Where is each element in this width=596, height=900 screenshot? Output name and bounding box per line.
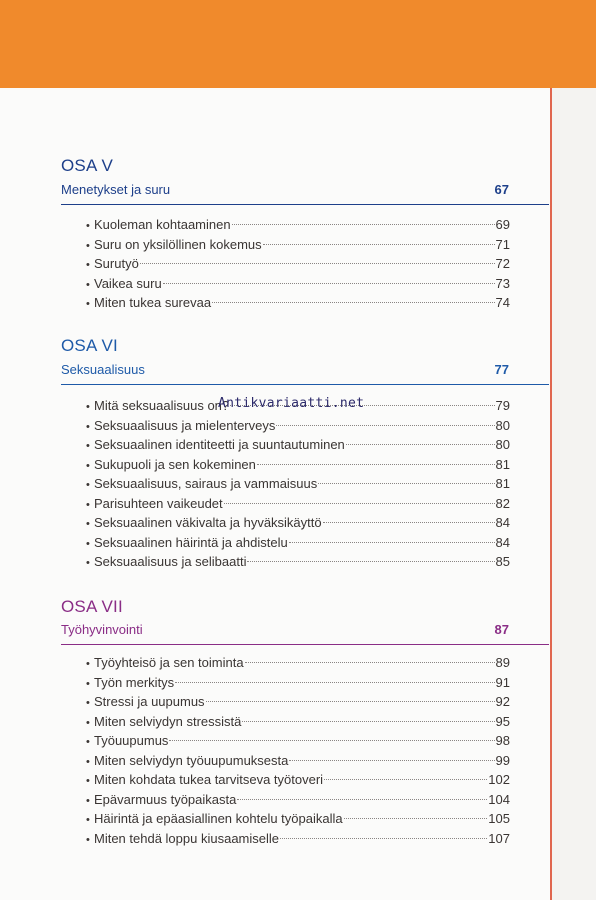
entry-page-number: 98 [495,733,510,748]
entry-title: Seksuaalisuus ja mielenterveys [94,417,276,433]
entry-title: Epävarmuus työpaikasta [94,791,237,807]
part-heading: OSA VII [61,597,123,616]
bullet-icon: • [86,401,90,413]
part-heading: OSA VI [61,336,118,355]
bullet-icon: • [86,220,90,232]
entry-title: Kuoleman kohtaaminen [94,217,231,232]
entry-page-number: 105 [488,811,510,826]
entry-page-number: 69 [495,217,510,232]
bullet-icon: • [86,557,90,569]
entry-title: Seksuaalinen väkivalta ja hyväksikäyttö [94,515,322,530]
dot-leader [169,740,494,741]
bullet-icon: • [86,440,90,452]
bullet-icon: • [86,518,90,530]
bullet-icon: • [86,537,90,550]
toc-entry[interactable] [86,790,510,810]
entry-page-number: 73 [495,275,510,291]
toc-entry[interactable] [86,416,510,436]
entry-title: Seksuaalisuus, sairaus ja vammaisuus [94,476,318,491]
entry-title: Työn merkitys [94,674,175,690]
dot-leader [140,263,495,264]
bullet-icon: • [86,775,90,787]
toc-entry[interactable] [86,673,510,693]
bullet-icon: • [86,794,90,807]
chapter-title: Seksuaalisuus [61,362,145,377]
entry-title: Miten kohdata tukea tarvitseva työtoveri [94,772,324,787]
entry-title: Surutyö [94,256,139,271]
dot-leader [263,244,495,245]
bullet-icon: • [86,298,90,310]
chapter-row [61,620,549,645]
dot-leader [175,682,494,683]
toc-entry[interactable] [86,293,510,313]
entry-title: Miten selviydyn stressistä [94,713,242,729]
chapter-page-number: 87 [494,622,509,637]
bullet-icon: • [86,239,90,252]
entry-page-number: 84 [495,534,510,550]
entry-title: Sukupuoli ja sen kokeminen [94,456,256,472]
entry-title: Työyhteisö ja sen toiminta [94,655,244,670]
entry-page-number: 89 [495,655,510,670]
bullet-icon: • [86,697,90,709]
entry-list [86,396,510,572]
entry-page-number: 95 [495,713,510,729]
entry-title: Miten tukea surevaa [94,295,212,310]
dot-leader [237,799,487,800]
dot-leader [346,444,495,445]
toc-entry[interactable] [86,712,510,732]
toc-entry[interactable] [86,770,510,790]
entry-page-number: 85 [495,554,510,569]
toc-entry[interactable] [86,235,510,255]
toc-entry[interactable] [86,809,510,829]
entry-page-number: 71 [495,236,510,252]
dot-leader [245,662,495,663]
chapter-row [61,360,549,385]
entry-page-number: 79 [495,398,510,413]
dot-leader [318,483,494,484]
dot-leader [257,464,495,465]
bullet-icon: • [86,420,90,433]
toc-entry[interactable] [86,692,510,712]
bullet-icon: • [86,677,90,690]
toc-entry[interactable] [86,215,510,235]
entry-page-number: 99 [495,752,510,768]
toc-entry[interactable] [86,435,510,455]
dot-leader [163,283,495,284]
toc-entry[interactable] [86,474,510,494]
toc-entry[interactable] [86,513,510,533]
toc-entry[interactable] [86,653,510,673]
entry-page-number: 80 [495,437,510,452]
dot-leader [232,224,495,225]
entry-page-number: 72 [495,256,510,271]
bullet-icon: • [86,479,90,491]
cover-orange-band [0,0,596,88]
entry-page-number: 92 [495,694,510,709]
chapter-page-number: 67 [494,182,509,197]
bullet-icon: • [86,716,90,729]
bullet-icon: • [86,658,90,670]
entry-page-number: 107 [488,830,510,846]
entry-title: Parisuhteen vaikeudet [94,495,223,511]
dot-leader [289,542,495,543]
dot-leader [276,425,494,426]
dot-leader [242,721,494,722]
part-heading: OSA V [61,156,114,175]
entry-title: Häirintä ja epäasiallinen kohtelu työpaikalla [94,811,343,826]
entry-title: Seksuaalinen identiteetti ja suuntautuminen [94,437,345,452]
toc-entry[interactable] [86,494,510,514]
toc-entry[interactable] [86,552,510,572]
entry-list [86,653,510,848]
toc-entry[interactable] [86,274,510,294]
entry-title: Seksuaalinen häirintä ja ahdistelu [94,534,288,550]
entry-title: Miten tehdä loppu kiusaamiselle [94,830,279,846]
seller-watermark: Antikvariaatti.net [218,396,365,411]
dot-leader [324,779,487,780]
dot-leader [206,701,495,702]
entry-page-number: 91 [495,674,510,690]
toc-entry[interactable] [86,751,510,771]
bullet-icon: • [86,736,90,748]
entry-title: Suru on yksilöllinen kokemus [94,236,262,252]
entry-title: Seksuaalisuus ja selibaatti [94,554,247,569]
entry-page-number: 102 [488,772,510,787]
entry-page-number: 81 [495,456,510,472]
right-margin [552,88,596,900]
bullet-icon: • [86,459,90,472]
toc-entry[interactable] [86,829,510,849]
dot-leader [247,561,494,562]
bullet-icon: • [86,278,90,291]
dot-leader [212,302,494,303]
dot-leader [323,522,495,523]
entry-page-number: 81 [495,476,510,491]
entry-list [86,215,510,313]
bullet-icon: • [86,259,90,271]
bullet-icon: • [86,755,90,768]
dot-leader [344,818,488,819]
entry-page-number: 84 [495,515,510,530]
entry-title: Miten selviydyn työuupumuksesta [94,752,289,768]
toc-entry[interactable] [86,533,510,553]
entry-title: Mitä seksuaalisuus on? [94,398,230,413]
entry-title: Stressi ja uupumus [94,694,205,709]
dot-leader [224,503,495,504]
entry-page-number: 80 [495,417,510,433]
entry-title: Vaikea suru [94,275,162,291]
entry-page-number: 74 [495,295,510,310]
dot-leader [280,838,487,839]
dot-leader [289,760,494,761]
chapter-row [61,180,549,205]
chapter-title: Menetykset ja suru [61,182,171,197]
bullet-icon: • [86,833,90,846]
toc-entry[interactable] [86,254,510,274]
entry-title: Työuupumus [94,733,169,748]
chapter-page-number: 77 [494,362,509,377]
entry-page-number: 104 [488,791,510,807]
bullet-icon: • [86,814,90,826]
entry-page-number: 82 [495,495,510,511]
bullet-icon: • [86,498,90,511]
toc-entry[interactable] [86,455,510,475]
chapter-title: Työhyvinvointi [61,622,143,637]
toc-entry[interactable] [86,731,510,751]
